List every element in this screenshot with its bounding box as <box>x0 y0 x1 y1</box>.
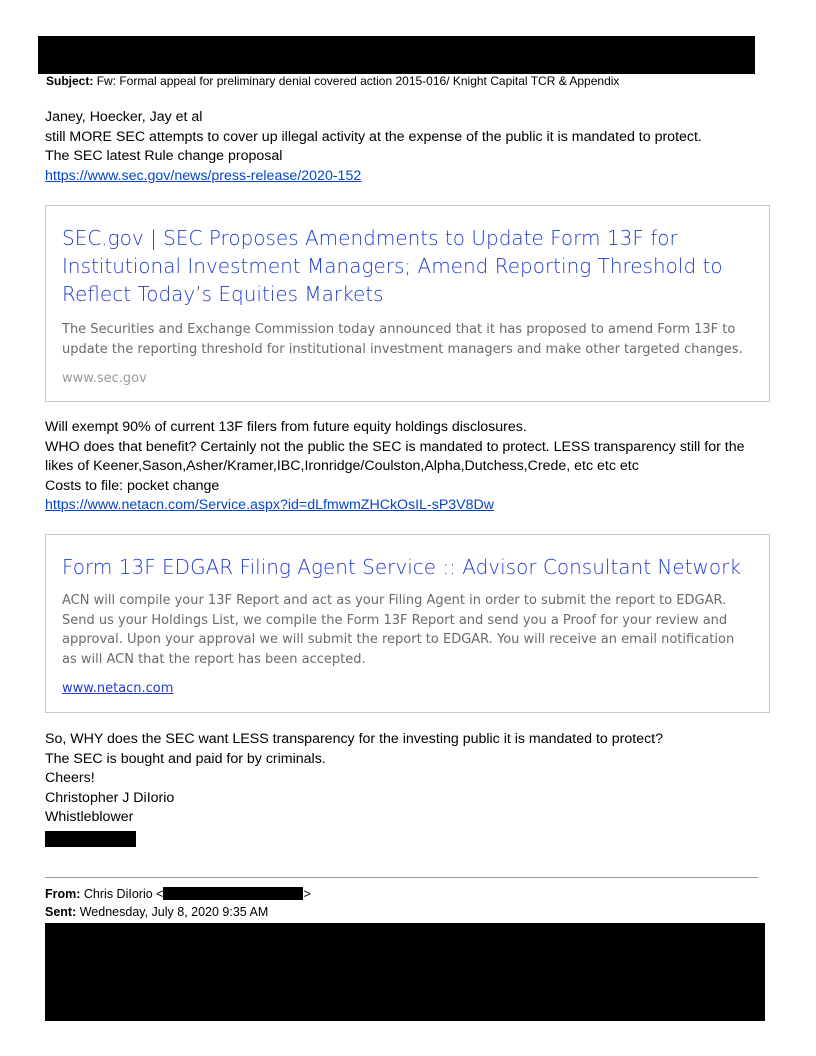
sent-line <box>45 905 268 919</box>
redaction-top <box>38 36 755 74</box>
subject-text: Fw: Formal appeal for preliminary denial covered action 2015-016/ Knight Capital TCR & Appendix <box>96 74 620 88</box>
card-description: ACN will compile your 13F Report and act as your Filing Agent in order to submit the report to EDGAR. Send us your Holdings List, we compile the Form 13F Report and send you a Proof for your review and approval. Upon your approval we will submit the report to EDGAR. You will receive an email notification as will ACN that the report has been accepted. <box>62 593 735 667</box>
netacn-service-link[interactable]: https://www.netacn.com/Service.aspx?id=dLfmwmZHCkOsIL-sP3V8Dw <box>45 497 495 513</box>
card-title[interactable]: SEC.gov | SEC Proposes Amendments to Update Form 13F for Institutional Investment Managers; Amend Reporting Threshold to Reflect Today’s Equities Markets <box>62 226 723 306</box>
middle-block <box>45 418 775 516</box>
cheers-text: Cheers! <box>45 770 95 786</box>
criminals-text: The SEC is bought and paid for by criminals. <box>45 750 326 767</box>
card-site: www.sec.gov <box>62 371 147 386</box>
why-text: So, WHY does the SEC want LESS transparency for the investing public it is mandated to protect? <box>45 731 664 747</box>
link-preview-card-netacn[interactable] <box>45 534 770 713</box>
link-preview-card-sec[interactable] <box>45 205 770 402</box>
divider <box>45 877 758 878</box>
closing-block <box>45 730 775 828</box>
exempt-text: Will exempt 90% of current 13F filers from future equity holdings disclosures. <box>45 419 527 435</box>
redaction-email <box>163 887 303 900</box>
sent-label: Sent: <box>45 905 77 919</box>
subject-label: Subject: <box>46 74 94 88</box>
signature-name: Christopher J DiIorio <box>45 789 175 806</box>
signature-title: Whistleblower <box>45 809 134 825</box>
sec-press-release-link[interactable]: https://www.sec.gov/news/press-release/2020-152 <box>45 167 362 184</box>
card-title[interactable]: Form 13F EDGAR Filing Agent Service :: Advisor Consultant Network <box>62 555 741 579</box>
intro-block <box>45 108 775 186</box>
redaction-bottom <box>45 923 765 1021</box>
subject-line <box>46 74 619 88</box>
from-label: From: <box>45 887 81 901</box>
redaction-signature <box>45 831 136 847</box>
card-site-link[interactable]: www.netacn.com <box>62 681 174 696</box>
from-name: Chris DiIorio < <box>83 887 164 901</box>
card-description: The Securities and Exchange Commission today announced that it has proposed to amend Form 13F to update the reporting threshold for institutional investment managers and make other targeted changes. <box>62 322 743 357</box>
intro-text: still MORE SEC attempts to cover up illegal activity at the expense of the public it is mandated to protect. <box>45 128 702 145</box>
sent-value: Wednesday, July 8, 2020 9:35 AM <box>79 905 269 919</box>
from-close: > <box>303 887 311 901</box>
intro-rule-change: The SEC latest Rule change proposal <box>45 148 283 164</box>
costs-text: Costs to file: pocket change <box>45 477 220 494</box>
from-line <box>45 887 311 901</box>
salutation: Janey, Hoecker, Jay et al <box>45 109 203 125</box>
who-benefits-text: WHO does that benefit? Certainly not the public the SEC is mandated to protect. LESS transparency still for the likes of Keener,Sason,Asher/Kramer,IBC,Ironridge/Coulston,Alpha,Dutchess,Crede, etc etc etc <box>45 438 745 474</box>
